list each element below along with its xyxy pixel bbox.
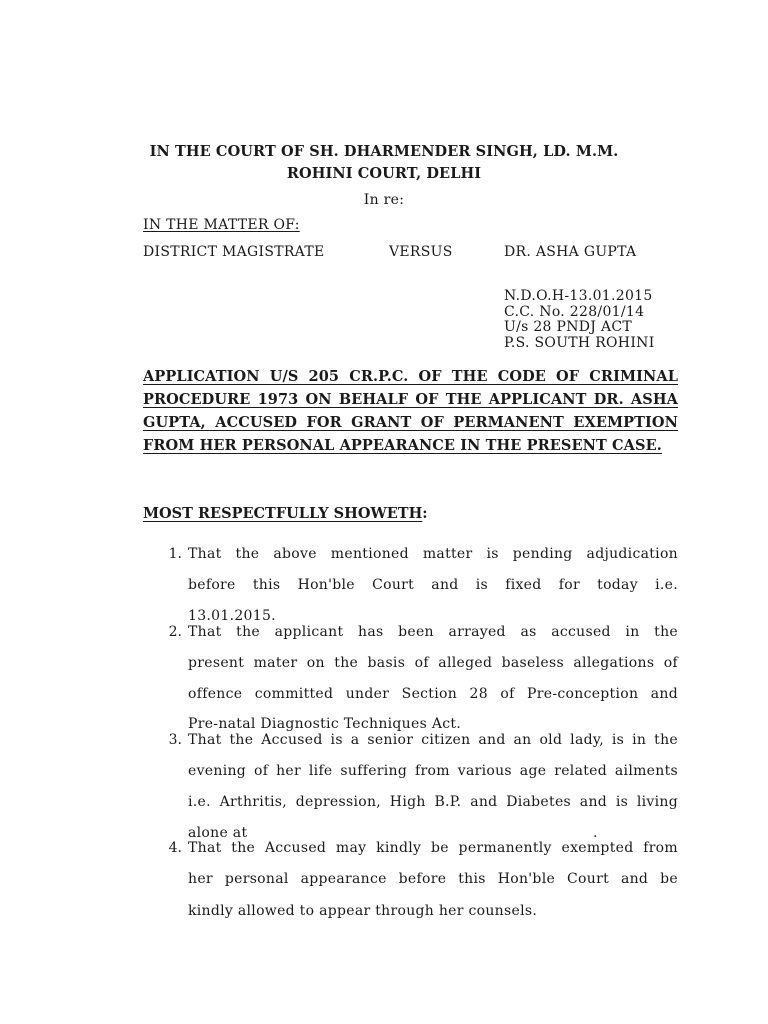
next-date-of-hearing: N.D.O.H-13.01.2015 — [504, 288, 653, 304]
complainant-name: DISTRICT MAGISTRATE — [143, 244, 325, 260]
showeth-colon: : — [422, 505, 428, 522]
act-section: U/s 28 PNDJ ACT — [504, 319, 633, 335]
matter-label: IN THE MATTER OF: — [143, 217, 300, 233]
paragraph-1-line-1: That the above mentioned matter is pending adjudication — [188, 546, 678, 562]
paragraph-4-line-3: kindly allowed to appear through her counsels. — [188, 903, 538, 919]
showeth-label: MOST RESPECTFULLY SHOWETH — [143, 505, 423, 522]
police-station: P.S. SOUTH ROHINI — [504, 334, 655, 351]
application-title-line-1: APPLICATION U/S 205 CR.P.C. OF THE CODE OF CRIMINAL — [143, 368, 678, 385]
paragraph-3-line-4: alone at — [188, 825, 248, 841]
paragraph-2-line-4: Pre-natal Diagnostic Techniques Act. — [188, 716, 462, 732]
paragraph-2-number: 2. — [168, 624, 182, 640]
paragraph-2-line-2: present mater on the basis of alleged baseless allegations of — [188, 655, 678, 671]
paragraph-2-line-3: offence committed under Section 28 of Pre-conception and — [188, 686, 678, 702]
showeth-heading — [143, 505, 428, 522]
case-info-block — [504, 289, 655, 351]
court-heading-line-2: ROHINI COURT, DELHI — [286, 165, 482, 182]
application-title-line-2: PROCEDURE 1973 ON BEHALF OF THE APPLICANT DR. ASHA — [143, 391, 678, 408]
paragraph-3-line-3: i.e. Arthritis, depression, High B.P. and Diabetes and is living — [188, 794, 678, 810]
paragraph-4-line-2: her personal appearance before this Hon'ble Court and be — [188, 871, 678, 887]
case-number: C.C. No. 228/01/14 — [504, 303, 645, 320]
court-heading-line-1: IN THE COURT OF SH. DHARMENDER SINGH, LD. M.M. — [149, 143, 619, 160]
in-re-label: In re: — [363, 192, 405, 208]
paragraph-3-number: 3. — [168, 732, 182, 748]
paragraph-3-line-2: evening of her life suffering from various age related ailments — [188, 763, 678, 779]
paragraph-1-line-3: 13.01.2015. — [188, 608, 276, 624]
versus-label: VERSUS — [389, 244, 453, 260]
paragraph-1-line-2: before this Hon'ble Court and is fixed for today i.e. — [188, 577, 678, 593]
paragraph-2-line-1: That the applicant has been arrayed as accused in the — [188, 624, 678, 640]
accused-name: DR. ASHA GUPTA — [504, 244, 637, 260]
paragraph-1-number: 1. — [168, 546, 182, 562]
paragraph-3-line-1: That the Accused is a senior citizen and an old lady, is in the — [188, 732, 678, 748]
application-title-line-4: FROM HER PERSONAL APPEARANCE IN THE PRESENT CASE. — [143, 437, 662, 454]
paragraph-4-number: 4. — [168, 840, 182, 856]
paragraph-3-trailing-period: . — [593, 825, 598, 841]
application-title-line-3: GUPTA, ACCUSED FOR GRANT OF PERMANENT EXEMPTION — [143, 414, 678, 431]
paragraph-4-line-1: That the Accused may kindly be permanently exempted from — [188, 840, 678, 856]
